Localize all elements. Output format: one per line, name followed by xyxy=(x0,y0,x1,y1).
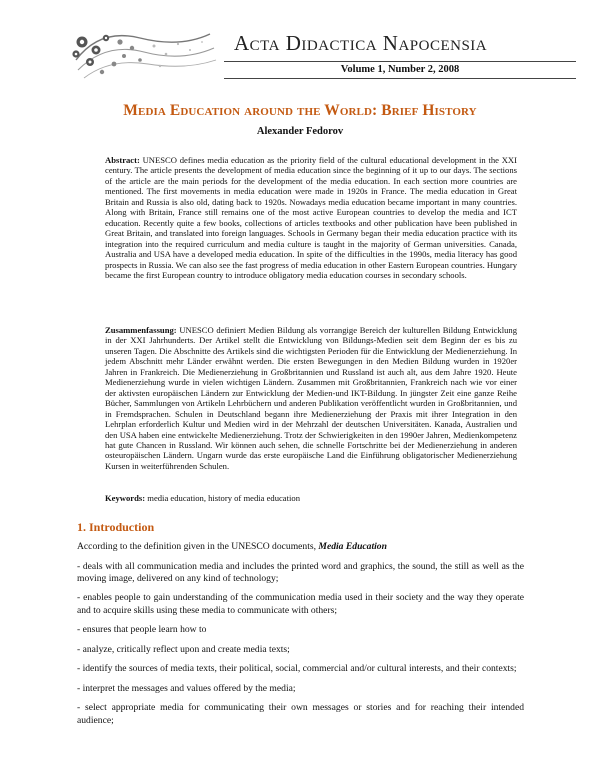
abstract-english xyxy=(105,155,517,280)
keywords xyxy=(105,493,517,503)
list-item: - identify the sources of media texts, their political, social, commercial and/or cultural interests, and their contexts; xyxy=(77,663,517,675)
article-author: Alexander Fedorov xyxy=(256,126,344,137)
list-item: - select appropriate media for communicating their own messages or stories and for reaching their intended audience; xyxy=(77,702,524,726)
list-item: - ensures that people learn how to xyxy=(77,624,207,636)
abstract-text: UNESCO defines media education as the priority field of the cultural educational development in the XXI century. The article presents the development of media education since the beginning of it up to our days. The sections of the article are the main periods for the development of the media education. In each section more countries are mentioned. The first movements in media education were made in 1920s in France. The media education in Great Britain and Russia is also old, dating back to 1920s. Nowadays media education became important in many countries. Along with Britain, France still remains one of the most active European countries to develop the media and ICT education. Recently quite a few books, collections of articles textbooks and other publication have been published in Great Britain, and translated into foreign languages. Schools in Germany began their media education practice with its integration into the required curriculum and media culture is taught in the majority of German universities. Canada, Australia and USA have a developed media education. In spite of the difficulties in the 1990s, media literacy has good prospects in Russia. We can also see the fast progress of media education in other Eastern European countries. Hungary became the first European country to introduce obligatory media education courses in secondary schools. xyxy=(105,155,517,280)
introduction-lead-text: According to the definition given in the UNESCO documents, xyxy=(77,541,317,552)
zusammenfassung-label: Zusammenfassung: xyxy=(105,325,177,335)
header-rule-bottom xyxy=(224,78,576,79)
list-item: - enables people to gain understanding of the communication media used in their society and the way they operate and to acquire skills using these media to communicate with others; xyxy=(77,592,524,616)
journal-logo-icon xyxy=(70,20,220,86)
article-title: Media Education around the World: Brief History xyxy=(123,102,477,119)
list-item: - deals with all communication media and includes the printed word and graphics, the sound, the still as well as the moving image, delivered on any kind of technology; xyxy=(77,560,524,584)
journal-title: Acta Didactica Napocensia xyxy=(234,31,488,55)
introduction-lead xyxy=(77,541,524,553)
zusammenfassung-text: UNESCO definiert Medien Bildung als vorrangige Bereich der kulturellen Bildung Entwicklung in der XXI Jahrhunderts. Der Artikel stellt die Entwicklung von Bildungs-Medien seit dem Beginn der es bis zu unseren Tagen. Die Abschnitte des Artikels sind die wichtigsten Perioden für die Entwicklung der Medienerziehung. In jedem Abschnitt mehr Länder erwähnt werden. Die ersten Bewegungen in den Medien Bildung wurden in 1920er Jahren in Frankreich. Die Medienerziehung in Großbritannien und Russland ist auch alt, aus dem Jahre 1920. Heute Medienerziehung wurde in vielen wichtigen Ländern. Zusammen mit Großbritannien, Frankreich nach wie vor einer der aktivsten europäischen Ländern zur Entwicklung der Medien-und IKT-Bildung. In jüngster Zeit eine ganze Reihe Bücher, Sammlungen von Artikeln Lehrbüchern und anderen Publikation veröffentlicht wurden in Großbritannien, und in Fremdsprachen. Schulen in Deutschland begann ihre Medienerziehung der Praxis mit ihrer Integration in den Lehrplan erforderlich Kultur und Medien wird in der Mehrzahl der deutschen Universitäten. Kanada, Australien und den USA haben eine entwickelte Medienerziehung. Trotz der Schwierigkeiten in den 1990er Jahren, Medienkompetenz hat gute Chancen in Russland. Wir können auch sehen, die schnelle Fortschritte bei der Medienerziehung in anderen osteuropäischen Ländern. Ungarn wurde das erste europäische Land die Einführung obligatorischer Medienerziehung Kursen in weiterführenden Schulen. xyxy=(105,325,517,471)
introduction-lead-emphasis: Media Education xyxy=(318,541,387,552)
keywords-label: Keywords: xyxy=(105,493,146,503)
section-heading-introduction: 1. Introduction xyxy=(77,520,155,534)
abstract-label: Abstract: xyxy=(105,155,140,165)
introduction-body xyxy=(77,541,524,734)
header-rule-top xyxy=(224,61,576,62)
list-item: - interpret the messages and values offered by the media; xyxy=(77,682,296,694)
volume-info: Volume 1, Number 2, 2008 xyxy=(340,64,460,75)
list-item: - analyze, critically reflect upon and create media texts; xyxy=(77,643,290,655)
abstract-german xyxy=(105,325,517,471)
keywords-text: media education, history of media education xyxy=(147,493,300,503)
